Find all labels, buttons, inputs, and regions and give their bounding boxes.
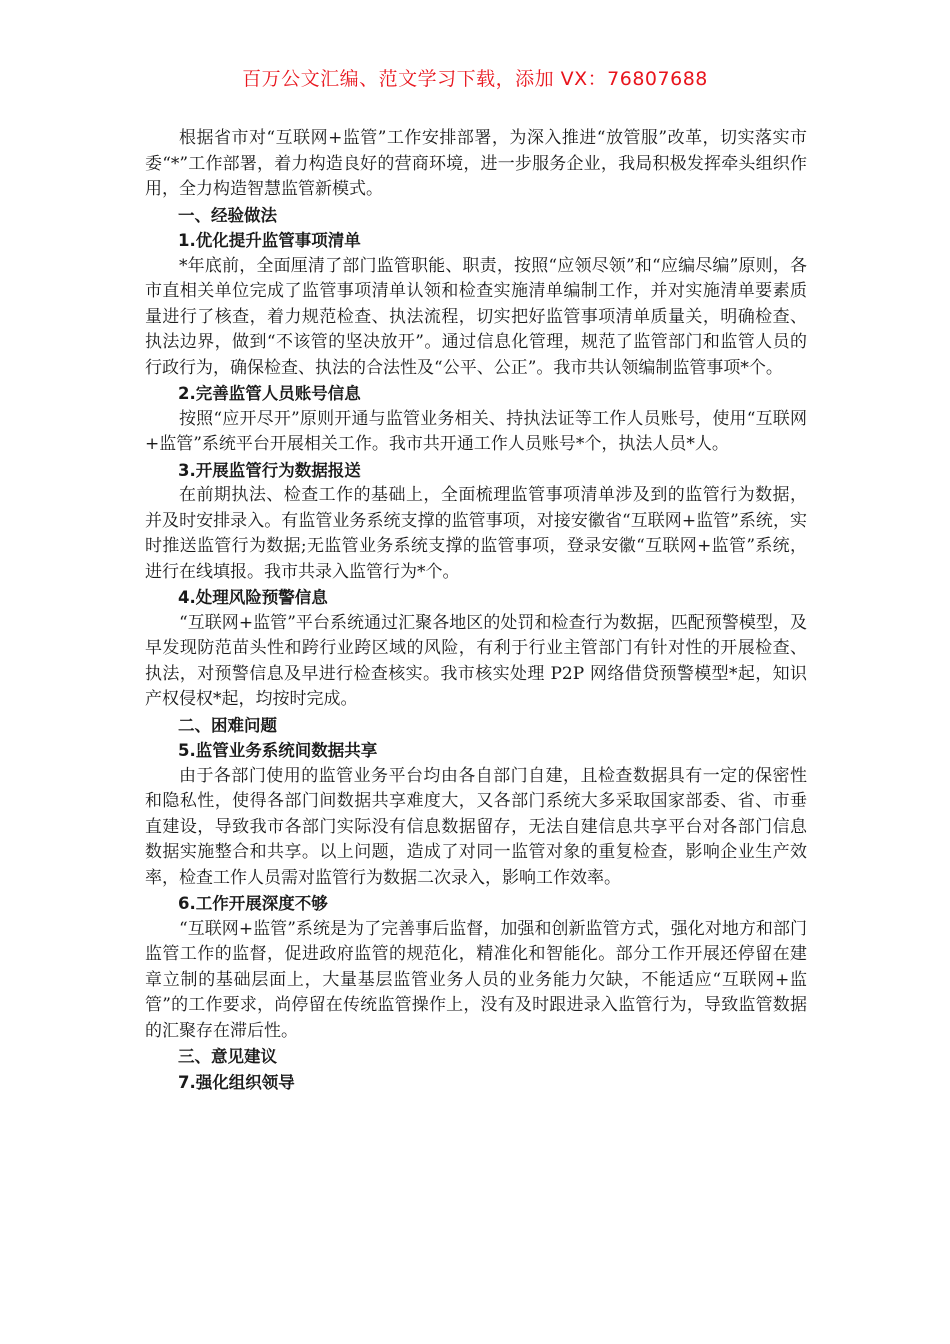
paragraph-item-4: “互联网+监管”平台系统通过汇聚各地区的处罚和检查行为数据，匹配预警模型，及早发现防范苗头性和跨行业跨区域的风险，有利于行业主管部门有针对性的开展检查、执法，对预警信息及早进行检查核实。我市核实处理 P2P 网络借贷预警模型*起，知识产权侵权*起，均按时完成。 [145,612,807,709]
subheading-item-3: 3.开展监管行为数据报送 [178,460,361,480]
paragraph-item-6: “互联网+监管”系统是为了完善事后监督，加强和创新监管方式，强化对地方和部门监管工作的监督，促进政府监管的规范化，精准化和智能化。部分工作开展还停留在建章立制的基础层面上，大量基层监管业务人员的业务能力欠缺，不能适应“互联网+监管”的工作要求，尚停留在传统监管操作上，没有及时跟进录入监管行为，导致监管数据的汇聚存在滞后性。 [145,918,807,1041]
section-heading-experience: 一、经验做法 [178,205,277,225]
paragraph-item-3: 在前期执法、检查工作的基础上，全面梳理监管事项清单涉及到的监管行为数据，并及时安排录入。有监管业务系统支撑的监管事项，对接安徽省“互联网+监管”系统，实时推送监管行为数据;无监管业务系统支撑的监管事项，登录安徽“互联网+监管”系统，进行在线填报。我市共录入监管行为*个。 [145,485,807,582]
subheading-item-1: 1.优化提升监管事项清单 [178,231,361,250]
subheading-item-4: 4.处理风险预警信息 [178,588,328,607]
paragraph-item-1: *年底前，全面厘清了部门监管职能、职责，按照“应领尽领”和“应编尽编”原则，各市直相关单位完成了监管事项清单认领和检查实施清单编制工作，并对实施清单要素质量进行了核查，着力规范检查、执法流程，切实把好监管事项清单质量关，明确检查、执法边界，做到“不该管的坚决放开”。通过信息化管理，规范了监管部门和监管人员的行政行为，确保检查、执法的合法性及“公平、公正”。我市共认领编制监管事项*个。 [145,255,807,378]
section-heading-difficulties: 二、困难问题 [178,715,277,735]
paragraph-item-2: 按照“应开尽开”原则开通与监管业务相关、持执法证等工作人员账号，使用“互联网+监管”系统平台开展相关工作。我市共开通工作人员账号*个，执法人员*人。 [145,408,807,454]
watermark-header: 百万公文汇编、范文学习下载，添加 VX：76807688 [242,68,708,90]
subheading-item-2: 2.完善监管人员账号信息 [178,384,361,403]
subheading-item-6: 6.工作开展深度不够 [178,894,328,913]
document-body [145,126,807,1095]
subheading-item-5: 5.监管业务系统间数据共享 [178,741,378,760]
paragraph-item-5: 由于各部门使用的监管业务平台均由各自部门自建，且检查数据具有一定的保密性和隐私性，使得各部门间数据共享难度大，又各部门系统大多采取国家部委、省、市垂直建设，导致我市各部门实际没有信息数据留存，无法自建信息共享平台对各部门信息数据实施整合和共享。以上问题，造成了对同一监管对象的重复检查，影响企业生产效率，检查工作人员需对监管行为数据二次录入，影响工作效率。 [145,765,807,888]
section-heading-suggestions: 三、意见建议 [178,1047,277,1066]
subheading-item-7: 7.强化组织领导 [178,1072,295,1092]
intro-paragraph: 根据省市对“互联网+监管”工作安排部署，为深入推进“放管服”改革，切实落实市委“*”工作部署，着力构造良好的营商环境，进一步服务企业，我局积极发挥牵头组织作用，全力构造智慧监管新模式。 [145,128,807,199]
